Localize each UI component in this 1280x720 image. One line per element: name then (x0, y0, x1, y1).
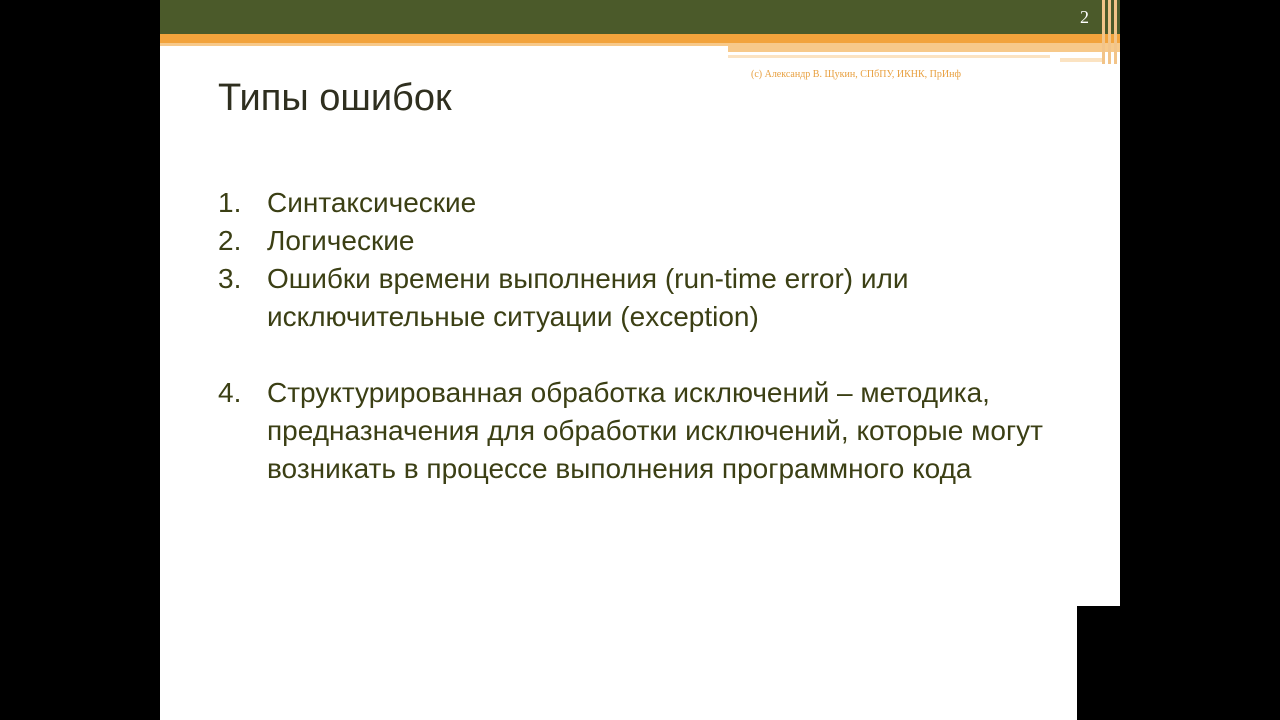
list-item-number: 3. (218, 263, 242, 294)
slide-content (218, 184, 1078, 488)
slide-number: 2 (1080, 7, 1089, 27)
header-stripe-orange (160, 34, 1120, 43)
list-item-text: Структурированная обработка исключений – методика, предназначения для обработки исключений, которые могут возникать в процессе выполнения программного кода (267, 377, 1043, 484)
header-stripe-light (160, 43, 728, 46)
list-item-text: Синтаксические (267, 187, 477, 218)
header-stripe-right-short (1060, 58, 1105, 62)
list-spacer (218, 336, 1078, 374)
list-item (218, 260, 1078, 336)
list-item (218, 374, 1078, 488)
video-overlay-block (1077, 606, 1280, 720)
list-item (218, 184, 1078, 222)
slide-header-bar (160, 0, 1120, 34)
list-item (218, 222, 1078, 260)
header-edge-lines (1100, 0, 1120, 64)
header-stripe-right (728, 43, 1120, 52)
list-item-number: 2. (218, 225, 242, 256)
copyright-note: (c) Александр В. Щукин, СПбПУ, ИКНК, ПрИнф (751, 69, 961, 80)
list-item-number: 4. (218, 377, 242, 408)
presentation-slide (160, 0, 1120, 720)
list-item-number: 1. (218, 187, 242, 218)
list-item-text: Ошибки времени выполнения (run-time error) или исключительные ситуации (exception) (267, 263, 909, 332)
header-stripe-right-thin (728, 55, 1050, 58)
slide-title: Типы ошибок (218, 77, 452, 119)
list-item-text: Логические (267, 225, 415, 256)
